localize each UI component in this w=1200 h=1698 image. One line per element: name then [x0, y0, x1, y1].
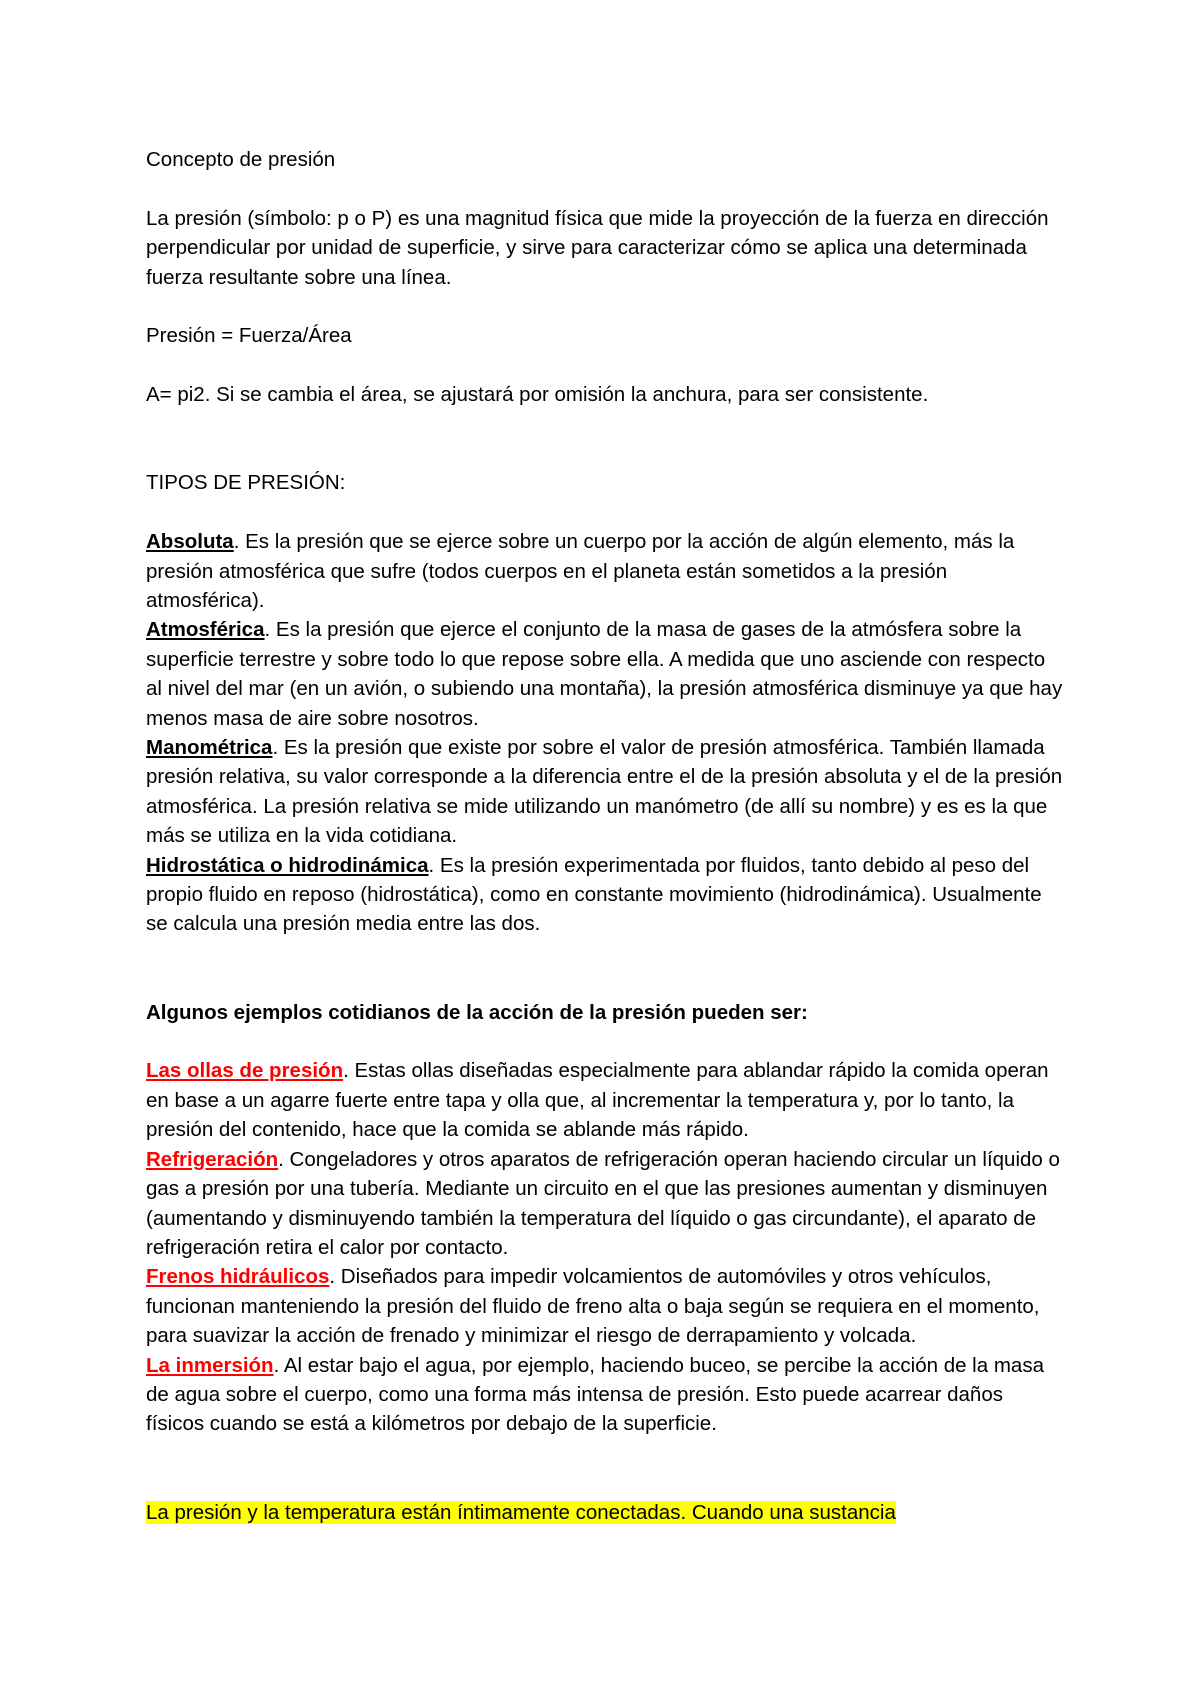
pressure-formula: Presión = Fuerza/Área: [146, 324, 352, 348]
example-description: . Al estar bajo el agua, por ejemplo, haciendo buceo, se percibe la acción de la masa de agua sobre el cuerpo, como una forma más intensa de presión. Esto puede acarrear daños físicos cuando se está a kilómetros por debajo de la superficie.: [146, 1353, 1044, 1436]
types-heading: TIPOS DE PRESIÓN:: [146, 471, 346, 495]
example-ollas: [146, 1056, 1066, 1144]
example-description: . Estas ollas diseñadas especialmente para ablandar rápido la comida operan en base a un agarre fuerte entre tapa y olla que, al incrementar la temperatura y, por lo tanto, la presión del contenido, hace que la comida se ablande más rápido.: [146, 1059, 1049, 1142]
examples-heading: Algunos ejemplos cotidianos de la acción de la presión pueden ser:: [146, 1000, 808, 1024]
document-body: [146, 145, 1066, 1527]
highlighted-paragraph: [146, 1498, 1066, 1527]
example-inmersion: [146, 1351, 1066, 1439]
type-description: . Es la presión que se ejerce sobre un cuerpo por la acción de algún elemento, más la presión atmosférica que sufre (todos cuerpos en el planeta están sometidos a la presión atmosférica).: [146, 530, 1015, 613]
type-description: . Es la presión que ejerce el conjunto de la masa de gases de la atmósfera sobre la superficie terrestre y sobre todo lo que repose sobre ella. A medida que uno asciende con respecto al nivel del mar (en un avión, o subiendo una montaña), la presión atmosférica disminuye ya que hay menos masa de aire sobre nosotros.: [146, 618, 1063, 730]
type-hidrostatica: [146, 851, 1066, 939]
type-term: Atmosférica: [146, 618, 265, 642]
example-refrigeracion: [146, 1145, 1066, 1263]
example-description: . Congeladores y otros aparatos de refrigeración operan haciendo circular un líquido o gas a presión por una tubería. Mediante un circuito en el que las presiones aumentan y disminuyen (aumentando y disminuyendo también la temperatura del líquido o gas circundante), el aparato de refrigeración retira el calor por contacto.: [146, 1147, 1060, 1259]
highlighted-text: La presión y la temperatura están íntimamente conectadas. Cuando una sustancia: [146, 1500, 896, 1524]
type-description: . Es la presión experimentada por fluidos, tanto debido al peso del propio fluido en reposo (hidrostática), como en constante movimiento (hidrodinámica). Usualmente se calcula una presión media entre las dos.: [146, 853, 1042, 936]
type-absoluta: [146, 527, 1066, 615]
type-manometrica: [146, 733, 1066, 851]
page-title: Concepto de presión: [146, 148, 336, 171]
example-term: Las ollas de presión: [146, 1059, 344, 1083]
example-term: La inmersión: [146, 1353, 274, 1377]
type-term: Absoluta: [146, 530, 234, 554]
example-term: Refrigeración: [146, 1147, 279, 1171]
intro-paragraph: La presión (símbolo: p o P) es una magnitud física que mide la proyección de la fuerza en dirección perpendicular por unidad de superficie, y sirve para caracterizar cómo se aplica una determinada fuerza resultante sobre una línea.: [146, 206, 1049, 289]
type-atmosferica: [146, 615, 1066, 733]
example-term: Frenos hidráulicos: [146, 1265, 330, 1289]
type-description: . Es la presión que existe por sobre el valor de presión atmosférica. También llamada presión relativa, su valor corresponde a la diferencia entre el de la presión absoluta y el de la presión atmosférica. La presión relativa se mide utilizando un manómetro (de allí su nombre) y es es la que más se utiliza en la vida cotidiana.: [146, 736, 1063, 848]
example-description: . Diseñados para impedir volcamientos de automóviles y otros vehículos, funcionan manteniendo la presión del fluido de freno alta o baja según se requiera en el momento, para suavizar la acción de frenado y minimizar el riesgo de derrapamiento y volcada.: [146, 1265, 1040, 1348]
example-frenos: [146, 1262, 1066, 1350]
type-term: Manométrica: [146, 736, 273, 760]
type-term: Hidrostática o hidrodinámica: [146, 853, 429, 877]
area-note: A= pi2. Si se cambia el área, se ajustará por omisión la anchura, para ser consistente.: [146, 383, 929, 407]
